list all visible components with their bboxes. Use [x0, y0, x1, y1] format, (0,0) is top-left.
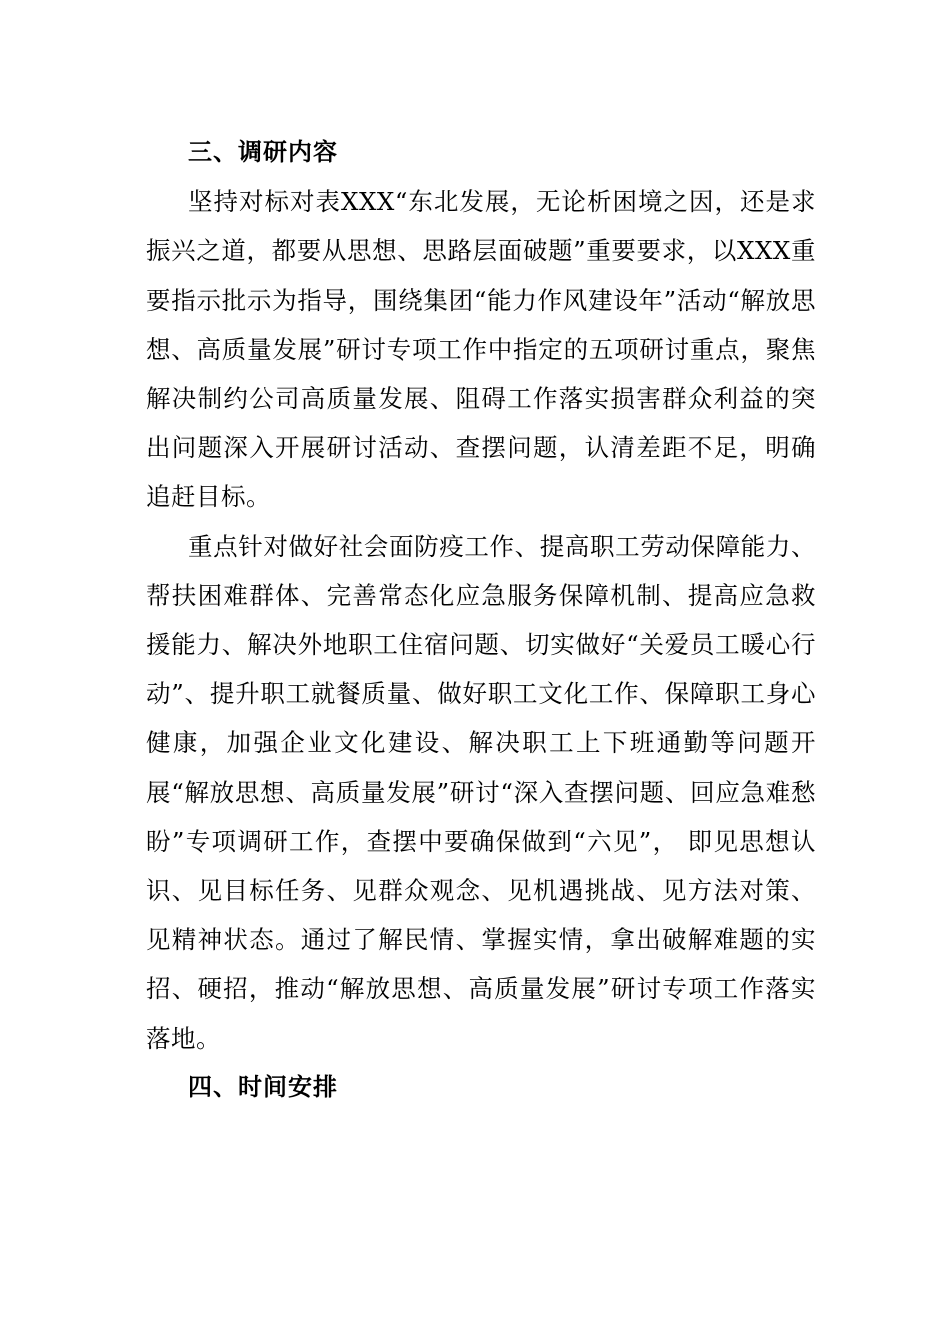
paragraph-research-basis: 坚持对标对表XXX“东北发展，无论析困境之因，还是求振兴之道，都要从思想、思路层面破题”重要要求，以XXX重要指示批示为指导，围绕集团“能力作风建设年”活动“解放思想、高质量发展”研讨专项工作中指定的五项研讨重点，聚焦解决制约公司高质量发展、阻碍工作落实损害群众利益的突出问题深入开展研讨活动、查摆问题，认清差距不足，明确追赶目标。 — [146, 187, 816, 512]
document-body — [146, 128, 816, 1112]
section-heading-schedule: 四、时间安排 — [188, 1072, 338, 1101]
paragraph-research-focus: 重点针对做好社会面防疫工作、提高职工劳动保障能力、帮扶困难群体、完善常态化应急服务保障机制、提高应急救援能力、解决外地职工住宿问题、切实做好“关爱员工暖心行动”、提升职工就餐质量、做好职工文化工作、保障职工身心健康，加强企业文化建设、解决职工上下班通勤等问题开展“解放思想、高质量发展”研讨“深入查摆问题、回应急难愁盼”专项调研工作，查摆中要确保做到“六见”， 即见思想认识、见目标任务、见群众观念、见机遇挑战、见方法对策、见精神状态。通过了解民情、掌握实情，拿出破解难题的实招、硬招，推动“解放思想、高质量发展”研讨专项工作落实落地。 — [146, 531, 816, 1053]
section-heading-research-content: 三、调研内容 — [188, 138, 338, 166]
